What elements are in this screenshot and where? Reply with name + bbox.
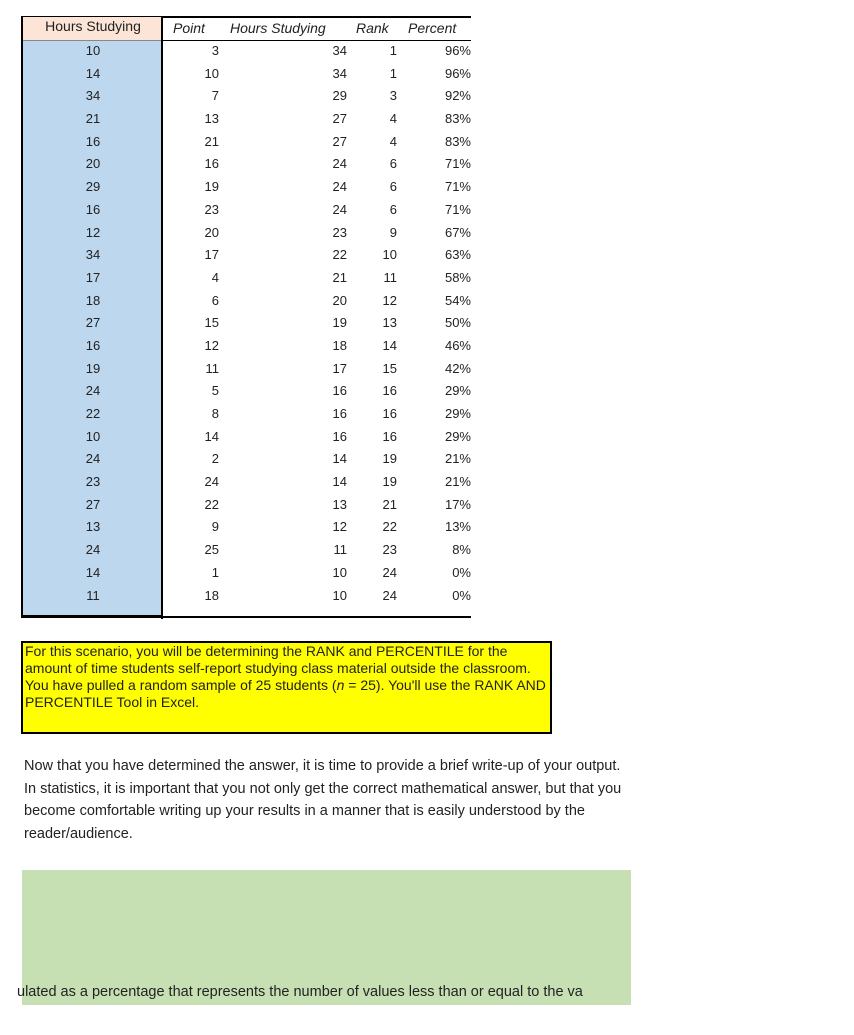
point-cell[interactable]: 16: [204, 156, 219, 172]
percent-cell[interactable]: 13%: [444, 519, 471, 535]
header-point[interactable]: Point: [173, 20, 205, 36]
hours-studying-cell[interactable]: 27: [85, 315, 101, 331]
hours-studying-cell[interactable]: 20: [85, 156, 101, 172]
point-cell[interactable]: 21: [204, 133, 219, 149]
rank-cell[interactable]: 16: [382, 406, 397, 421]
header-hours-studying[interactable]: Hours Studying: [230, 20, 326, 36]
rank-cell[interactable]: 4: [389, 133, 397, 149]
rank-cell[interactable]: 16: [382, 428, 397, 444]
point-cell[interactable]: 3: [211, 43, 219, 58]
sorted-hours-cell[interactable]: 10: [332, 587, 347, 603]
sorted-hours-cell[interactable]: 24: [332, 201, 347, 217]
percent-column: [404, 40, 471, 607]
hours-studying-cell[interactable]: 29: [85, 179, 101, 195]
sorted-hours-cell[interactable]: 16: [332, 383, 347, 399]
hours-studying-cell[interactable]: 24: [85, 451, 101, 467]
rank-cell[interactable]: 23: [382, 542, 397, 558]
hours-studying-cell[interactable]: 10: [85, 43, 101, 58]
point-cell[interactable]: 9: [211, 519, 219, 535]
hours-studying-values: [23, 40, 163, 607]
percent-cell[interactable]: 83%: [444, 133, 471, 149]
rank-cell[interactable]: 10: [382, 247, 397, 263]
percent-cell[interactable]: 96%: [444, 43, 471, 58]
sorted-hours-cell[interactable]: 12: [332, 519, 347, 535]
rank-cell[interactable]: 6: [389, 156, 397, 172]
rank-cell[interactable]: 6: [389, 179, 397, 195]
sorted-hours-cell[interactable]: 34: [332, 43, 347, 58]
rank-cell[interactable]: 19: [382, 474, 397, 490]
point-cell[interactable]: 4: [211, 269, 219, 285]
hours-studying-cell[interactable]: 27: [85, 496, 101, 512]
sorted-hours-cell[interactable]: 16: [332, 428, 347, 444]
hours-studying-cell[interactable]: 21: [85, 111, 101, 127]
scenario-n-variable: n: [336, 677, 345, 693]
hours-studying-cell[interactable]: 24: [85, 383, 101, 399]
point-cell[interactable]: 18: [204, 587, 219, 603]
sorted-hours-cell[interactable]: 23: [332, 224, 347, 240]
sorted-hours-column: [228, 40, 347, 607]
percent-cell[interactable]: 63%: [444, 247, 471, 263]
sorted-hours-cell[interactable]: 27: [332, 111, 347, 127]
point-cell[interactable]: 20: [204, 224, 219, 240]
sorted-hours-cell[interactable]: 20: [332, 292, 347, 308]
header-percent[interactable]: Percent: [408, 20, 457, 36]
rank-cell[interactable]: 16: [382, 383, 397, 399]
rank-cell[interactable]: 11: [383, 269, 397, 285]
table-bottom-border: [21, 616, 471, 618]
percent-cell[interactable]: 29%: [444, 428, 471, 444]
sorted-hours-cell[interactable]: 24: [332, 156, 347, 172]
rank-cell[interactable]: 14: [382, 337, 397, 353]
sorted-hours-cell[interactable]: 22: [332, 247, 347, 263]
hours-studying-cell[interactable]: 18: [85, 292, 101, 308]
point-cell[interactable]: 25: [204, 542, 219, 558]
point-cell[interactable]: 6: [211, 292, 219, 308]
percent-cell[interactable]: 71%: [444, 201, 471, 217]
hours-studying-cell[interactable]: 14: [85, 65, 101, 81]
point-cell[interactable]: 17: [204, 247, 219, 263]
rank-cell[interactable]: 19: [382, 451, 397, 467]
sorted-hours-cell[interactable]: 27: [332, 133, 347, 149]
rank-cell[interactable]: 3: [389, 88, 397, 104]
sorted-hours-cell[interactable]: 34: [332, 65, 347, 81]
sorted-hours-cell[interactable]: 14: [332, 451, 347, 467]
scenario-text-part-2: = 25). You'll use the RANK AND PERCENTILE Tool in Excel.: [25, 677, 546, 710]
answer-text[interactable]: ulated as a percentage that represents the number of values less than or equal to the va: [17, 984, 583, 1000]
percent-cell[interactable]: 21%: [444, 474, 471, 490]
percent-cell[interactable]: 0%: [452, 564, 471, 580]
point-cell[interactable]: 10: [204, 65, 219, 81]
point-cell[interactable]: 14: [204, 428, 219, 444]
percent-cell[interactable]: 46%: [444, 337, 471, 353]
hours-studying-cell[interactable]: 17: [85, 269, 101, 285]
point-cell[interactable]: 15: [204, 315, 219, 331]
point-cell[interactable]: 13: [204, 111, 219, 127]
sorted-hours-cell[interactable]: 10: [332, 564, 347, 580]
point-cell[interactable]: 23: [204, 201, 219, 217]
sorted-hours-cell[interactable]: 29: [332, 88, 347, 104]
sorted-hours-cell[interactable]: 13: [332, 496, 347, 512]
point-cell[interactable]: 2: [211, 451, 219, 467]
hours-studying-cell[interactable]: 13: [85, 519, 101, 535]
sorted-hours-cell[interactable]: 14: [332, 474, 347, 490]
percent-cell[interactable]: 54%: [444, 292, 471, 308]
percent-cell[interactable]: 96%: [444, 65, 471, 81]
hours-studying-cell[interactable]: 19: [85, 360, 101, 376]
point-cell[interactable]: 12: [204, 337, 219, 353]
rank-cell[interactable]: 15: [382, 360, 397, 376]
point-column: [163, 40, 219, 607]
point-cell[interactable]: 5: [211, 383, 219, 399]
sorted-hours-cell[interactable]: 17: [332, 360, 347, 376]
rank-column: [356, 40, 397, 607]
percent-cell[interactable]: 58%: [444, 269, 471, 285]
point-cell[interactable]: 19: [204, 179, 219, 195]
rank-cell[interactable]: 4: [389, 111, 397, 127]
percent-cell[interactable]: 29%: [444, 383, 471, 399]
rank-cell[interactable]: 22: [382, 519, 397, 535]
hours-studying-cell[interactable]: 10: [85, 428, 101, 444]
hours-studying-cell[interactable]: 34: [85, 247, 101, 263]
percent-cell[interactable]: 0%: [452, 587, 471, 603]
hours-studying-cell[interactable]: 24: [85, 542, 101, 558]
point-cell[interactable]: 11: [205, 360, 219, 376]
percent-cell[interactable]: 42%: [444, 360, 471, 376]
rank-cell[interactable]: 1: [389, 43, 397, 58]
hours-studying-header[interactable]: Hours Studying: [23, 17, 163, 41]
scenario-text-part-1: For this scenario, you will be determining the RANK and PERCENTILE for the amount of time students self-report studying class material outside the classroom. You have pulled a random sample of 25 students (: [25, 643, 531, 693]
percent-cell[interactable]: 50%: [444, 315, 471, 331]
hours-studying-cell[interactable]: 16: [85, 337, 101, 353]
percent-cell[interactable]: 71%: [444, 156, 471, 172]
rank-cell[interactable]: 1: [389, 65, 397, 81]
write-up-instructions: Now that you have determined the answer, it is time to provide a brief write-up of your output. In statistics, it is important that you not only get the correct mathematical answer, but that you become comfortable writing up your results in a manner that is easily understood by the reader/audience.: [24, 758, 622, 842]
percent-cell[interactable]: 67%: [444, 224, 471, 240]
scenario-text-box[interactable]: [21, 641, 552, 734]
point-cell[interactable]: 24: [204, 474, 219, 490]
rank-cell[interactable]: 24: [382, 564, 397, 580]
rank-cell[interactable]: 21: [382, 496, 397, 512]
sorted-hours-cell[interactable]: 11: [333, 542, 347, 558]
hours-studying-cell[interactable]: 12: [85, 224, 101, 240]
rank-cell[interactable]: 13: [382, 315, 397, 331]
percent-cell[interactable]: 92%: [444, 88, 471, 104]
sorted-hours-cell[interactable]: 21: [332, 269, 347, 285]
hours-studying-cell[interactable]: 11: [86, 587, 100, 603]
hours-studying-cell[interactable]: 16: [85, 201, 101, 217]
percent-cell[interactable]: 71%: [444, 179, 471, 195]
rank-cell[interactable]: 6: [389, 201, 397, 217]
sorted-hours-cell[interactable]: 19: [332, 315, 347, 331]
rank-cell[interactable]: 9: [389, 224, 397, 240]
sorted-hours-cell[interactable]: 24: [332, 179, 347, 195]
percent-cell[interactable]: 8%: [452, 542, 471, 558]
hours-studying-cell[interactable]: 23: [85, 474, 101, 490]
hours-studying-cell[interactable]: 16: [85, 133, 101, 149]
rank-cell[interactable]: 12: [382, 292, 397, 308]
hours-studying-cell[interactable]: 34: [85, 88, 101, 104]
percent-cell[interactable]: 17%: [444, 496, 471, 512]
point-cell[interactable]: 22: [204, 496, 219, 512]
rank-cell[interactable]: 24: [382, 587, 397, 603]
sorted-hours-cell[interactable]: 16: [332, 406, 347, 421]
point-cell[interactable]: 7: [211, 88, 219, 104]
header-rank[interactable]: Rank: [356, 20, 389, 36]
point-cell[interactable]: 1: [211, 564, 219, 580]
point-cell[interactable]: 8: [211, 406, 219, 421]
percent-cell[interactable]: 83%: [444, 111, 471, 127]
table-top-border: [163, 16, 471, 18]
percent-cell[interactable]: 21%: [444, 451, 471, 467]
hours-studying-cell[interactable]: 22: [85, 406, 101, 421]
percent-cell[interactable]: 29%: [444, 406, 471, 421]
sorted-hours-cell[interactable]: 18: [332, 337, 347, 353]
hours-studying-cell[interactable]: 14: [85, 564, 101, 580]
